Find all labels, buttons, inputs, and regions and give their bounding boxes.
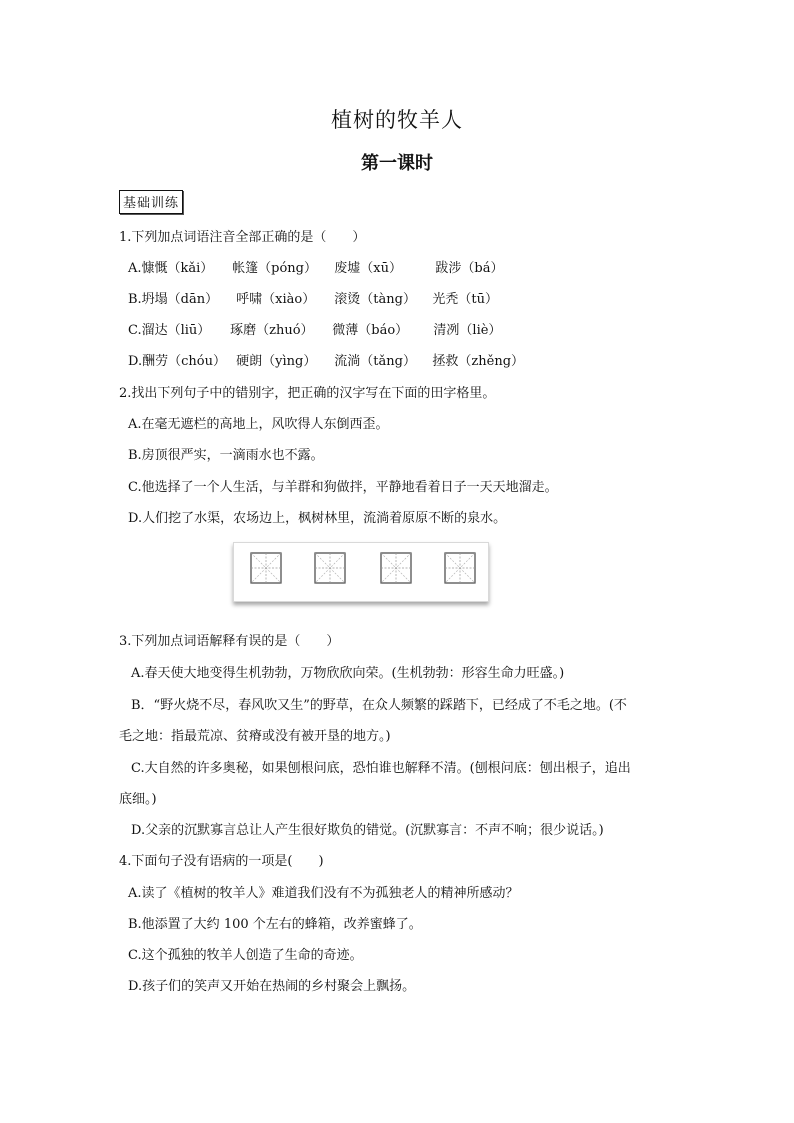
answer-grid-panel <box>233 542 489 602</box>
question-1-option-c <box>128 322 501 340</box>
option-c-word-1: C.溜达（liū） <box>128 323 211 338</box>
question-3-option-c-line2: 底细。) <box>119 792 157 807</box>
lesson-subtitle: 第一课时 <box>361 153 433 174</box>
option-b-word-3: 滚烫（tàng） <box>334 292 416 307</box>
question-4-option-a: A.读了《植树的牧羊人》难道我们没有不为孤独老人的精神所感动？ <box>128 886 519 901</box>
tianzige-grid-icon[interactable] <box>444 552 476 584</box>
option-b-word-4: 光秃（tū） <box>432 292 499 307</box>
question-2-option-d: D.人们挖了水渠，农场边上，枫树林里，流淌着原原不断的泉水。 <box>128 511 507 526</box>
section-tag-basic-training: 基础训练 <box>119 190 183 214</box>
option-a-word-4: 跋涉（bá） <box>435 261 504 276</box>
question-3-stem: 3.下列加点词语解释有误的是（ ） <box>119 634 340 649</box>
option-a-word-1: A.慷慨（kǎi） <box>128 261 214 276</box>
option-a-word-3: 废墟（xū） <box>334 261 402 276</box>
question-3-option-b-line1: B．“野火烧不尽，春风吹又生”的野草，在众人频繁的踩踏下，已经成了不毛之地。(不 <box>131 698 627 713</box>
question-3-option-d: D.父亲的沉默寡言总让人产生很好欺负的错觉。(沉默寡言：不声不响；很少说话。) <box>131 823 604 838</box>
question-3-option-a: A.春天使大地变得生机勃勃，万物欣欣向荣。(生机勃勃：形容生命力旺盛。) <box>131 666 565 681</box>
tianzige-grid-icon[interactable] <box>314 552 346 584</box>
tianzige-grid-icon[interactable] <box>250 552 282 584</box>
question-1-stem: 1.下列加点词语注音全部正确的是（ ） <box>119 230 366 245</box>
question-2-option-a: A.在毫无遮栏的高地上，风吹得人东倒西歪。 <box>128 417 389 432</box>
question-3-option-b-line2: 毛之地：指最荒凉、贫瘠或没有被开垦的地方。) <box>119 729 391 744</box>
option-c-word-3: 微薄（báo） <box>332 323 409 338</box>
option-d-word-2: 硬朗（yìng） <box>236 354 317 369</box>
option-b-word-1: B.坍塌（dān） <box>128 292 219 307</box>
question-4-option-d: D.孩子们的笑声又开始在热闹的乡村聚会上飘扬。 <box>128 979 416 994</box>
question-2-option-c: C.他选择了一个人生活，与羊群和狗做拌，平静地看着日子一天天地溜走。 <box>128 480 558 495</box>
question-3-option-c-line1: C.大自然的许多奥秘，如果刨根问底，恐怕谁也解释不清。(刨根问底：刨出根子，追出 <box>131 761 631 776</box>
question-2-option-b: B.房顶很严实，一滴雨水也不露。 <box>128 448 324 463</box>
page-title: 植树的牧羊人 <box>331 108 463 132</box>
option-d-word-1: D.酬劳（chóu） <box>128 354 226 369</box>
question-1-option-d <box>128 353 524 371</box>
tianzige-grid-icon[interactable] <box>380 552 412 584</box>
question-4-stem: 4.下面句子没有语病的一项是( ) <box>119 854 324 869</box>
option-c-word-2: 琢磨（zhuó） <box>230 323 314 338</box>
option-b-word-2: 呼啸（xiào） <box>236 292 316 307</box>
question-2-stem: 2.找出下列句子中的错别字，把正确的汉字写在下面的田字格里。 <box>119 386 496 401</box>
question-4-option-c: C.这个孤独的牧羊人创造了生命的奇迹。 <box>128 948 363 963</box>
option-a-word-2: 帐篷（póng） <box>232 261 317 276</box>
option-c-word-4: 清冽（liè） <box>433 323 502 338</box>
option-d-word-3: 流淌（tǎng） <box>334 354 416 369</box>
option-d-word-4: 拯救（zhěng） <box>432 354 525 369</box>
question-1-option-a <box>128 260 504 278</box>
question-4-option-b: B.他添置了大约 100 个左右的蜂箱，改养蜜蜂了。 <box>128 917 422 932</box>
question-1-option-b <box>128 291 498 309</box>
